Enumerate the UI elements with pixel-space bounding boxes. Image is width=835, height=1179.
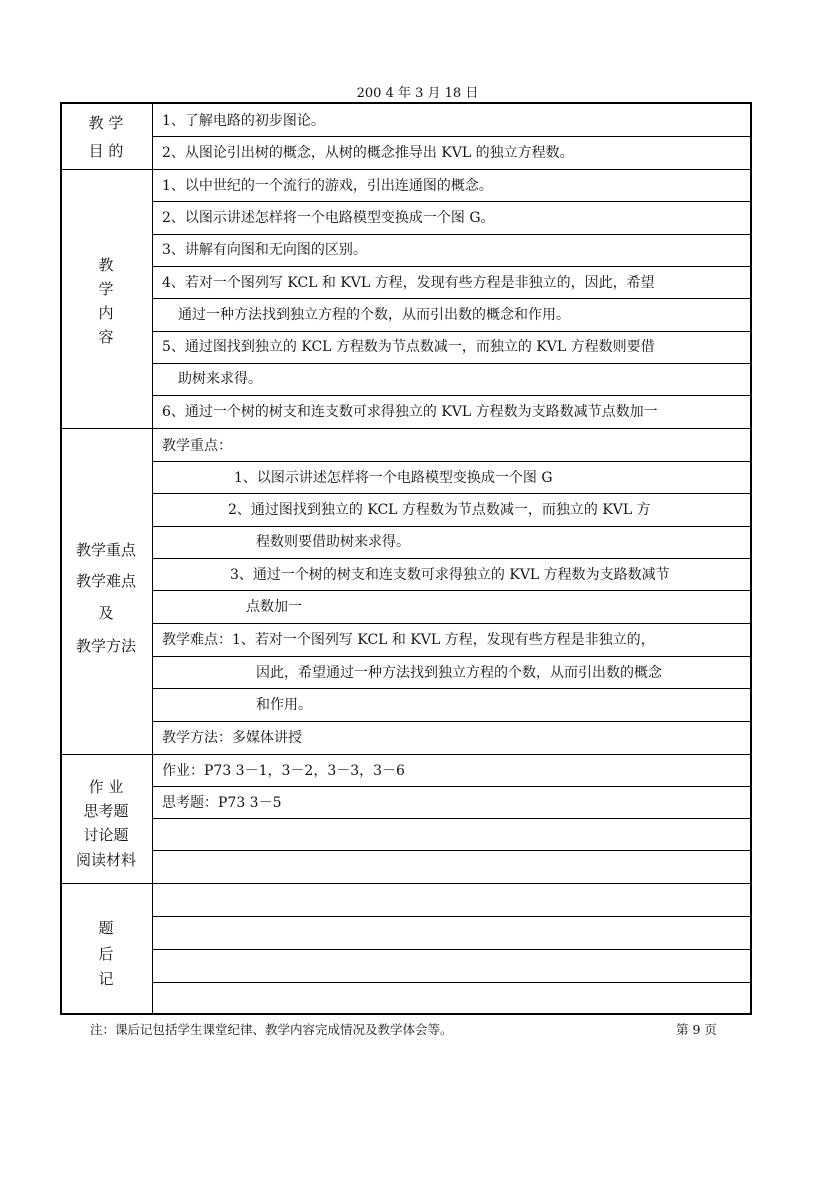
objective-item: 2、从图论引出树的概念，从树的概念推导出 KVL 的独立方程数。: [162, 145, 574, 161]
row-divider: [152, 234, 751, 235]
keypoint-item: 3、通过一个树的树支和连支数可求得独立的 KVL 方程数为支路数减节: [230, 567, 670, 583]
content-label-char: 容: [98, 328, 114, 346]
homework-label-line: 思考题: [83, 802, 129, 820]
homework-item: 作业：P73 3－1，3－2，3－3，3－6: [162, 763, 405, 779]
row-divider: [152, 331, 751, 332]
row-divider: [152, 623, 751, 624]
row-divider: [152, 590, 751, 591]
keypoints-label-line: 教学方法: [75, 637, 136, 655]
keypoints-label-line: 教学重点: [75, 541, 136, 559]
keypoint-item: 1、以图示讲述怎样将一个电路模型变换成一个图 G: [234, 470, 553, 486]
postscript-label-char: 记: [98, 970, 114, 988]
row-divider: [152, 688, 751, 689]
postscript-label-char: 题: [98, 919, 114, 937]
postscript-label-char: 后: [98, 945, 114, 963]
content-item: 5、通过图找到独立的 KCL 方程数为节点数减一，而独立的 KVL 方程数则要借: [162, 339, 655, 355]
row-divider: [152, 201, 751, 202]
row-divider: [152, 949, 751, 950]
difficulty-item-continued: 因此，希望通过一种方法找到独立方程的个数，从而引出数的概念: [256, 665, 662, 681]
row-divider: [152, 363, 751, 364]
homework-label-line: 讨论题: [83, 826, 129, 844]
row-divider: [152, 395, 751, 396]
teaching-method: 教学方法：多媒体讲授: [162, 730, 302, 746]
content-item: 6、通过一个树的树支和连支数可求得独立的 KVL 方程数为支路数减节点数加一: [162, 404, 658, 420]
section-divider: [60, 169, 751, 170]
row-divider: [152, 656, 751, 657]
objective-item: 1、了解电路的初步图论。: [162, 113, 325, 129]
row-divider: [152, 526, 751, 527]
keypoint-item: 2、通过图找到独立的 KCL 方程数为节点数减一，而独立的 KVL 方: [228, 502, 651, 518]
content-item: 2、以图示讲述怎样将一个电路模型变换成一个图 G。: [162, 210, 495, 226]
keypoints-heading: 教学重点：: [162, 438, 232, 454]
content-item: 1、以中世纪的一个流行的游戏，引出连通图的概念。: [162, 178, 493, 194]
keypoint-item-continued: 点数加一: [246, 599, 302, 615]
keypoint-item-continued: 程数则要借助树来求得。: [256, 534, 410, 550]
objectives-label-line1: 教 学: [88, 114, 124, 132]
row-divider: [152, 786, 751, 787]
row-divider: [152, 916, 751, 917]
homework-label-line: 作 业: [88, 778, 124, 796]
row-divider: [152, 982, 751, 983]
row-divider: [152, 266, 751, 267]
content-item: 4、若对一个图列写 KCL 和 KVL 方程，发现有些方程是非独立的，因此，希望: [162, 275, 655, 291]
row-divider: [152, 461, 751, 462]
objectives-label-line2: 目 的: [88, 142, 124, 160]
row-divider: [152, 298, 751, 299]
content-item: 3、讲解有向图和无向图的区别。: [162, 242, 367, 258]
section-divider: [60, 883, 751, 884]
row-divider: [152, 136, 751, 137]
keypoints-label-line: 教学难点: [75, 572, 136, 590]
homework-label-line: 阅读材料: [75, 851, 136, 869]
content-item-continued: 通过一种方法找到独立方程的个数，从而引出数的概念和作用。: [178, 307, 570, 323]
row-divider: [152, 558, 751, 559]
row-divider: [152, 850, 751, 851]
difficulty-item-continued: 和作用。: [256, 697, 312, 713]
content-label-char: 学: [98, 280, 114, 298]
content-item-continued: 助树来求得。: [178, 371, 262, 387]
section-divider: [60, 754, 751, 755]
section-divider: [60, 428, 751, 429]
page-number: 第 9 页: [676, 1022, 717, 1037]
row-divider: [152, 493, 751, 494]
thinking-question: 思考题：P73 3－5: [162, 795, 282, 811]
footer-note: 注：课后记包括学生课堂纪律、教学内容完成情况及教学体会等。: [90, 1022, 453, 1037]
difficulty-item: 教学难点：1、若对一个图列写 KCL 和 KVL 方程，发现有些方程是非独立的，: [162, 632, 655, 648]
lesson-date: 200 4 年 3 月 18 日: [356, 86, 479, 101]
content-label-char: 教: [98, 256, 114, 274]
keypoints-label-line: 及: [98, 604, 114, 622]
row-divider: [152, 818, 751, 819]
content-label-char: 内: [98, 304, 114, 322]
row-divider: [152, 721, 751, 722]
